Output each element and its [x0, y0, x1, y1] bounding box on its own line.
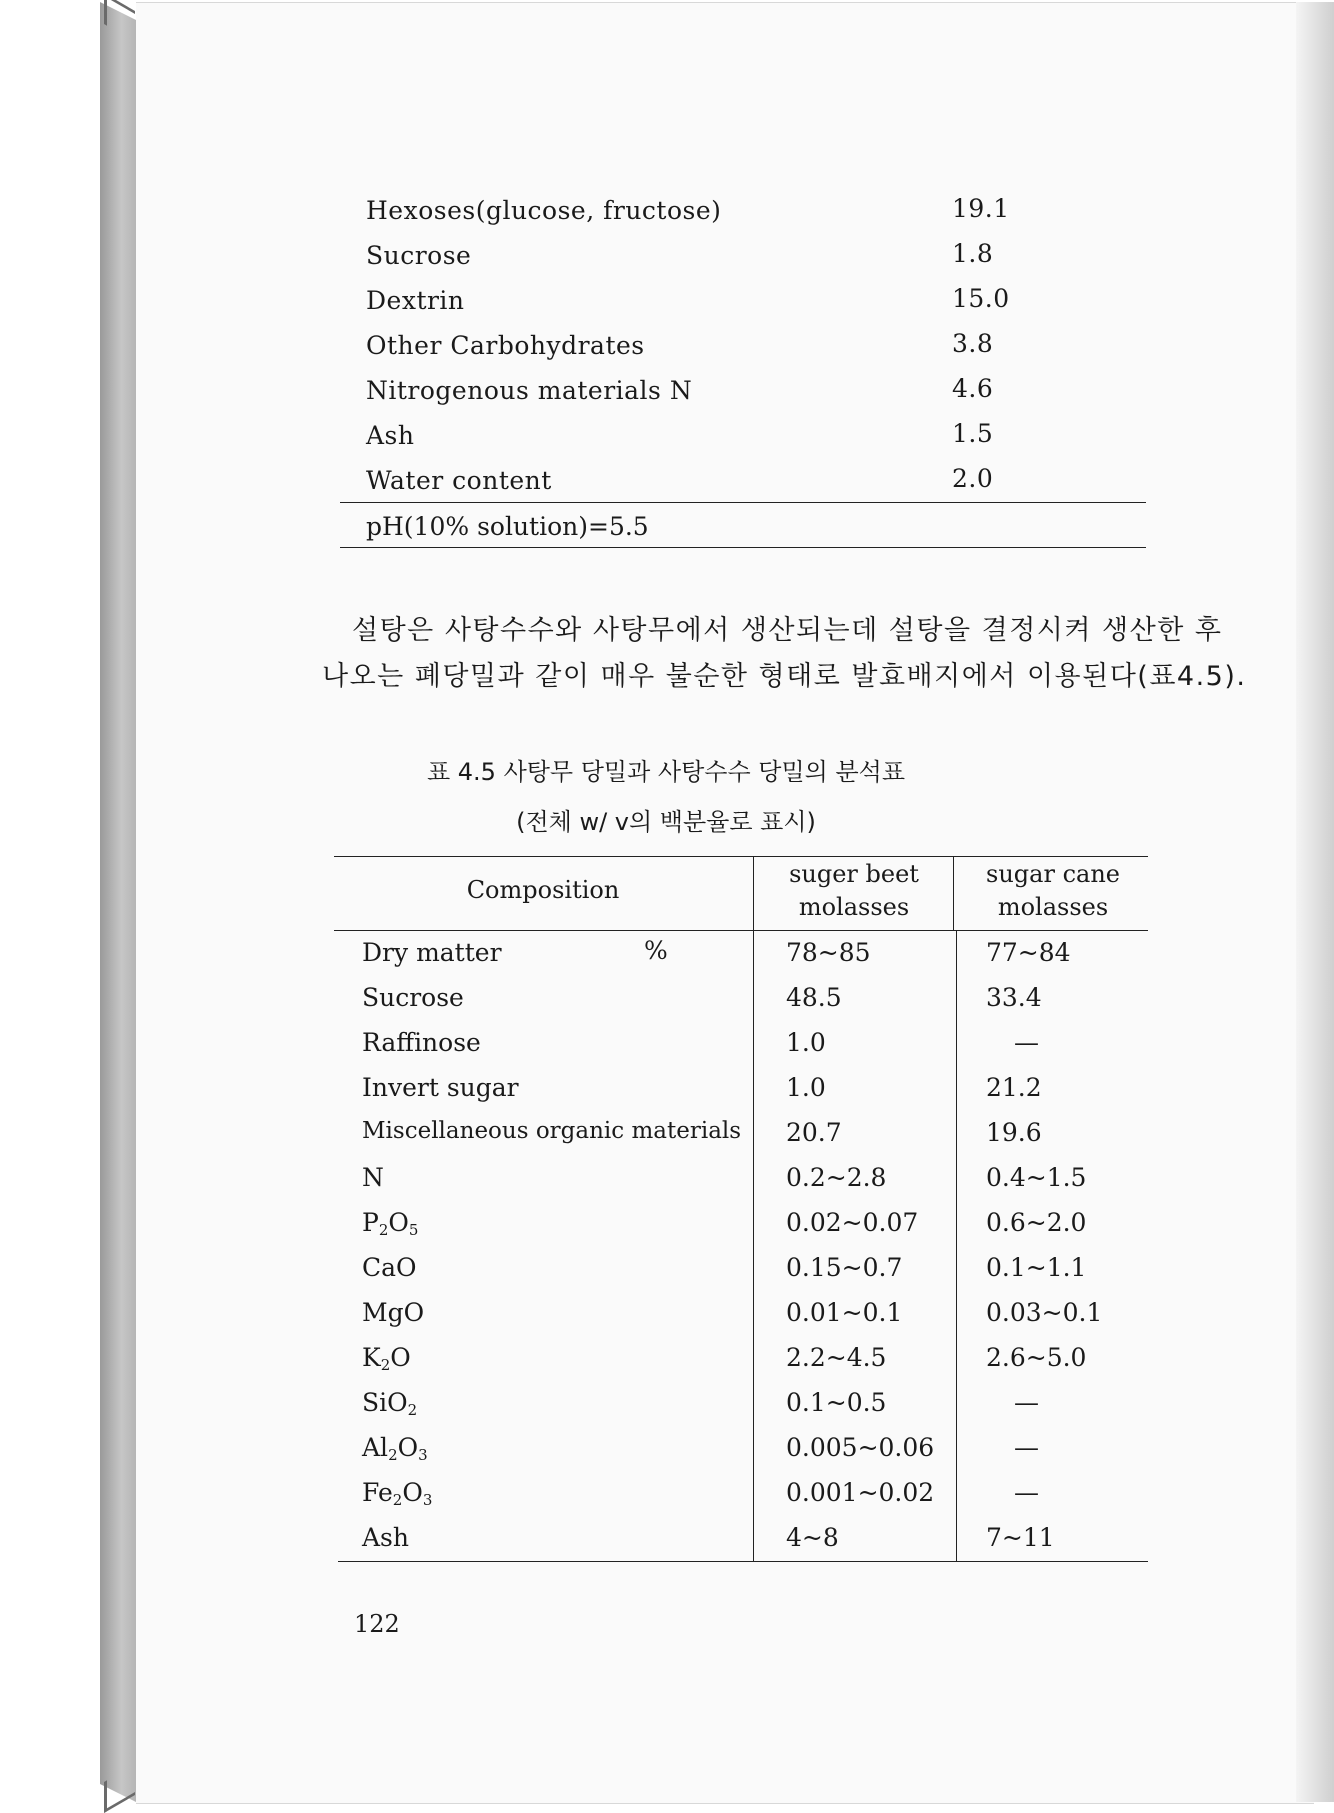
row-beet: 20.7	[786, 1118, 842, 1147]
list-label: Ash	[366, 421, 415, 450]
list-row	[366, 464, 994, 506]
list-value: 1.8	[952, 239, 994, 268]
row-cane: 0.03~0.1	[986, 1298, 1103, 1327]
row-beet: 4~8	[786, 1523, 839, 1552]
row-beet: 0.001~0.02	[786, 1478, 935, 1507]
list-label: Water content	[366, 466, 552, 495]
table-caption-subtitle: (전체 w/ v의 백분율로 표시)	[516, 808, 816, 836]
list-value: 4.6	[952, 374, 994, 403]
divider	[340, 547, 1146, 548]
table-col-divider	[753, 856, 754, 930]
unit-note: %	[644, 936, 668, 965]
row-name: Ash	[362, 1523, 409, 1552]
list-row	[366, 329, 994, 371]
row-beet: 2.2~4.5	[786, 1343, 887, 1372]
table-col-divider	[753, 930, 754, 1561]
list-label: Other Carbohydrates	[366, 331, 645, 360]
row-cane: —	[1014, 1478, 1039, 1507]
row-name: CaO	[362, 1253, 417, 1282]
list-label: Hexoses(glucose, fructose)	[366, 196, 722, 225]
row-name: $K_2O$	[362, 1343, 411, 1374]
row-cane: 0.4~1.5	[986, 1163, 1087, 1192]
list-value: 3.8	[952, 329, 994, 358]
row-name: $Fe_2O_3$	[362, 1478, 433, 1509]
list-label: Dextrin	[366, 286, 465, 315]
header-beet-line1: suger beet	[789, 860, 919, 888]
row-cane: —	[1014, 1028, 1039, 1057]
header-cane	[956, 858, 1150, 924]
row-cane: 19.6	[986, 1118, 1042, 1147]
row-beet: 78~85	[786, 938, 871, 967]
list-row	[366, 284, 1010, 326]
row-cane: 7~11	[986, 1523, 1055, 1552]
row-name: SiO$_2$	[362, 1388, 418, 1419]
row-cane: 33.4	[986, 983, 1042, 1012]
page-number: 122	[354, 1610, 400, 1638]
table-top-rule	[334, 856, 1148, 857]
table-col-divider	[953, 856, 954, 930]
row-name: $P_2O_5$	[362, 1208, 419, 1239]
header-cane-line1: sugar cane	[986, 860, 1120, 888]
row-cane: 2.6~5.0	[986, 1343, 1087, 1372]
table-col-divider	[956, 930, 957, 1561]
row-beet: 1.0	[786, 1073, 826, 1102]
ph-footnote: pH(10% solution)=5.5	[366, 512, 649, 541]
row-name: MgO	[362, 1298, 425, 1327]
list-label: Sucrose	[366, 241, 472, 270]
row-cane: —	[1014, 1388, 1039, 1417]
row-beet: 1.0	[786, 1028, 826, 1057]
list-label: Nitrogenous materials N	[366, 376, 693, 405]
table-header-rule	[334, 930, 1148, 931]
row-name: Raffinose	[362, 1028, 481, 1057]
list-value: 15.0	[952, 284, 1010, 313]
row-cane: 21.2	[986, 1073, 1042, 1102]
paragraph-line: 설탕은 사탕수수와 사탕무에서 생산되는데 설탕을 결정시켜 생산한 후	[352, 615, 1223, 646]
row-name: Sucrose	[362, 983, 464, 1012]
row-cane: 77~84	[986, 938, 1071, 967]
list-value: 19.1	[952, 194, 1010, 223]
row-name: $Al_2O_3$	[362, 1433, 428, 1464]
row-beet: 0.2~2.8	[786, 1163, 887, 1192]
table-caption-title: 표 4.5 사탕무 당밀과 사탕수수 당밀의 분석표	[426, 758, 906, 786]
page-edge-shadow	[1296, 2, 1334, 1802]
row-cane: —	[1014, 1433, 1039, 1462]
header-beet-line2: molasses	[798, 893, 910, 921]
list-row	[366, 374, 994, 416]
row-beet: 0.1~0.5	[786, 1388, 887, 1417]
row-beet: 48.5	[786, 983, 842, 1012]
row-beet: 0.005~0.06	[786, 1433, 935, 1462]
table-bottom-rule	[338, 1561, 1148, 1562]
row-cane: 0.6~2.0	[986, 1208, 1087, 1237]
book-spine	[100, 2, 136, 1802]
header-composition: Composition	[466, 876, 620, 904]
row-name: Invert sugar	[362, 1073, 519, 1102]
row-name: Dry matter	[362, 938, 502, 967]
paragraph-line: 나오는 폐당밀과 같이 매우 불순한 형태로 발효배지에서 이용된다(표4.5).	[322, 661, 1247, 692]
row-cane: 0.1~1.1	[986, 1253, 1087, 1282]
list-row	[366, 194, 1010, 236]
row-name: Miscellaneous organic materials	[362, 1118, 742, 1144]
row-beet: 0.15~0.7	[786, 1253, 903, 1282]
header-cane-line2: molasses	[997, 893, 1109, 921]
list-value: 1.5	[952, 419, 994, 448]
row-name: N	[362, 1163, 384, 1192]
row-beet: 0.02~0.07	[786, 1208, 919, 1237]
header-beet	[756, 858, 952, 924]
row-beet: 0.01~0.1	[786, 1298, 903, 1327]
list-row	[366, 239, 994, 281]
list-value: 2.0	[952, 464, 994, 493]
divider	[340, 502, 1146, 503]
list-row	[366, 419, 994, 461]
